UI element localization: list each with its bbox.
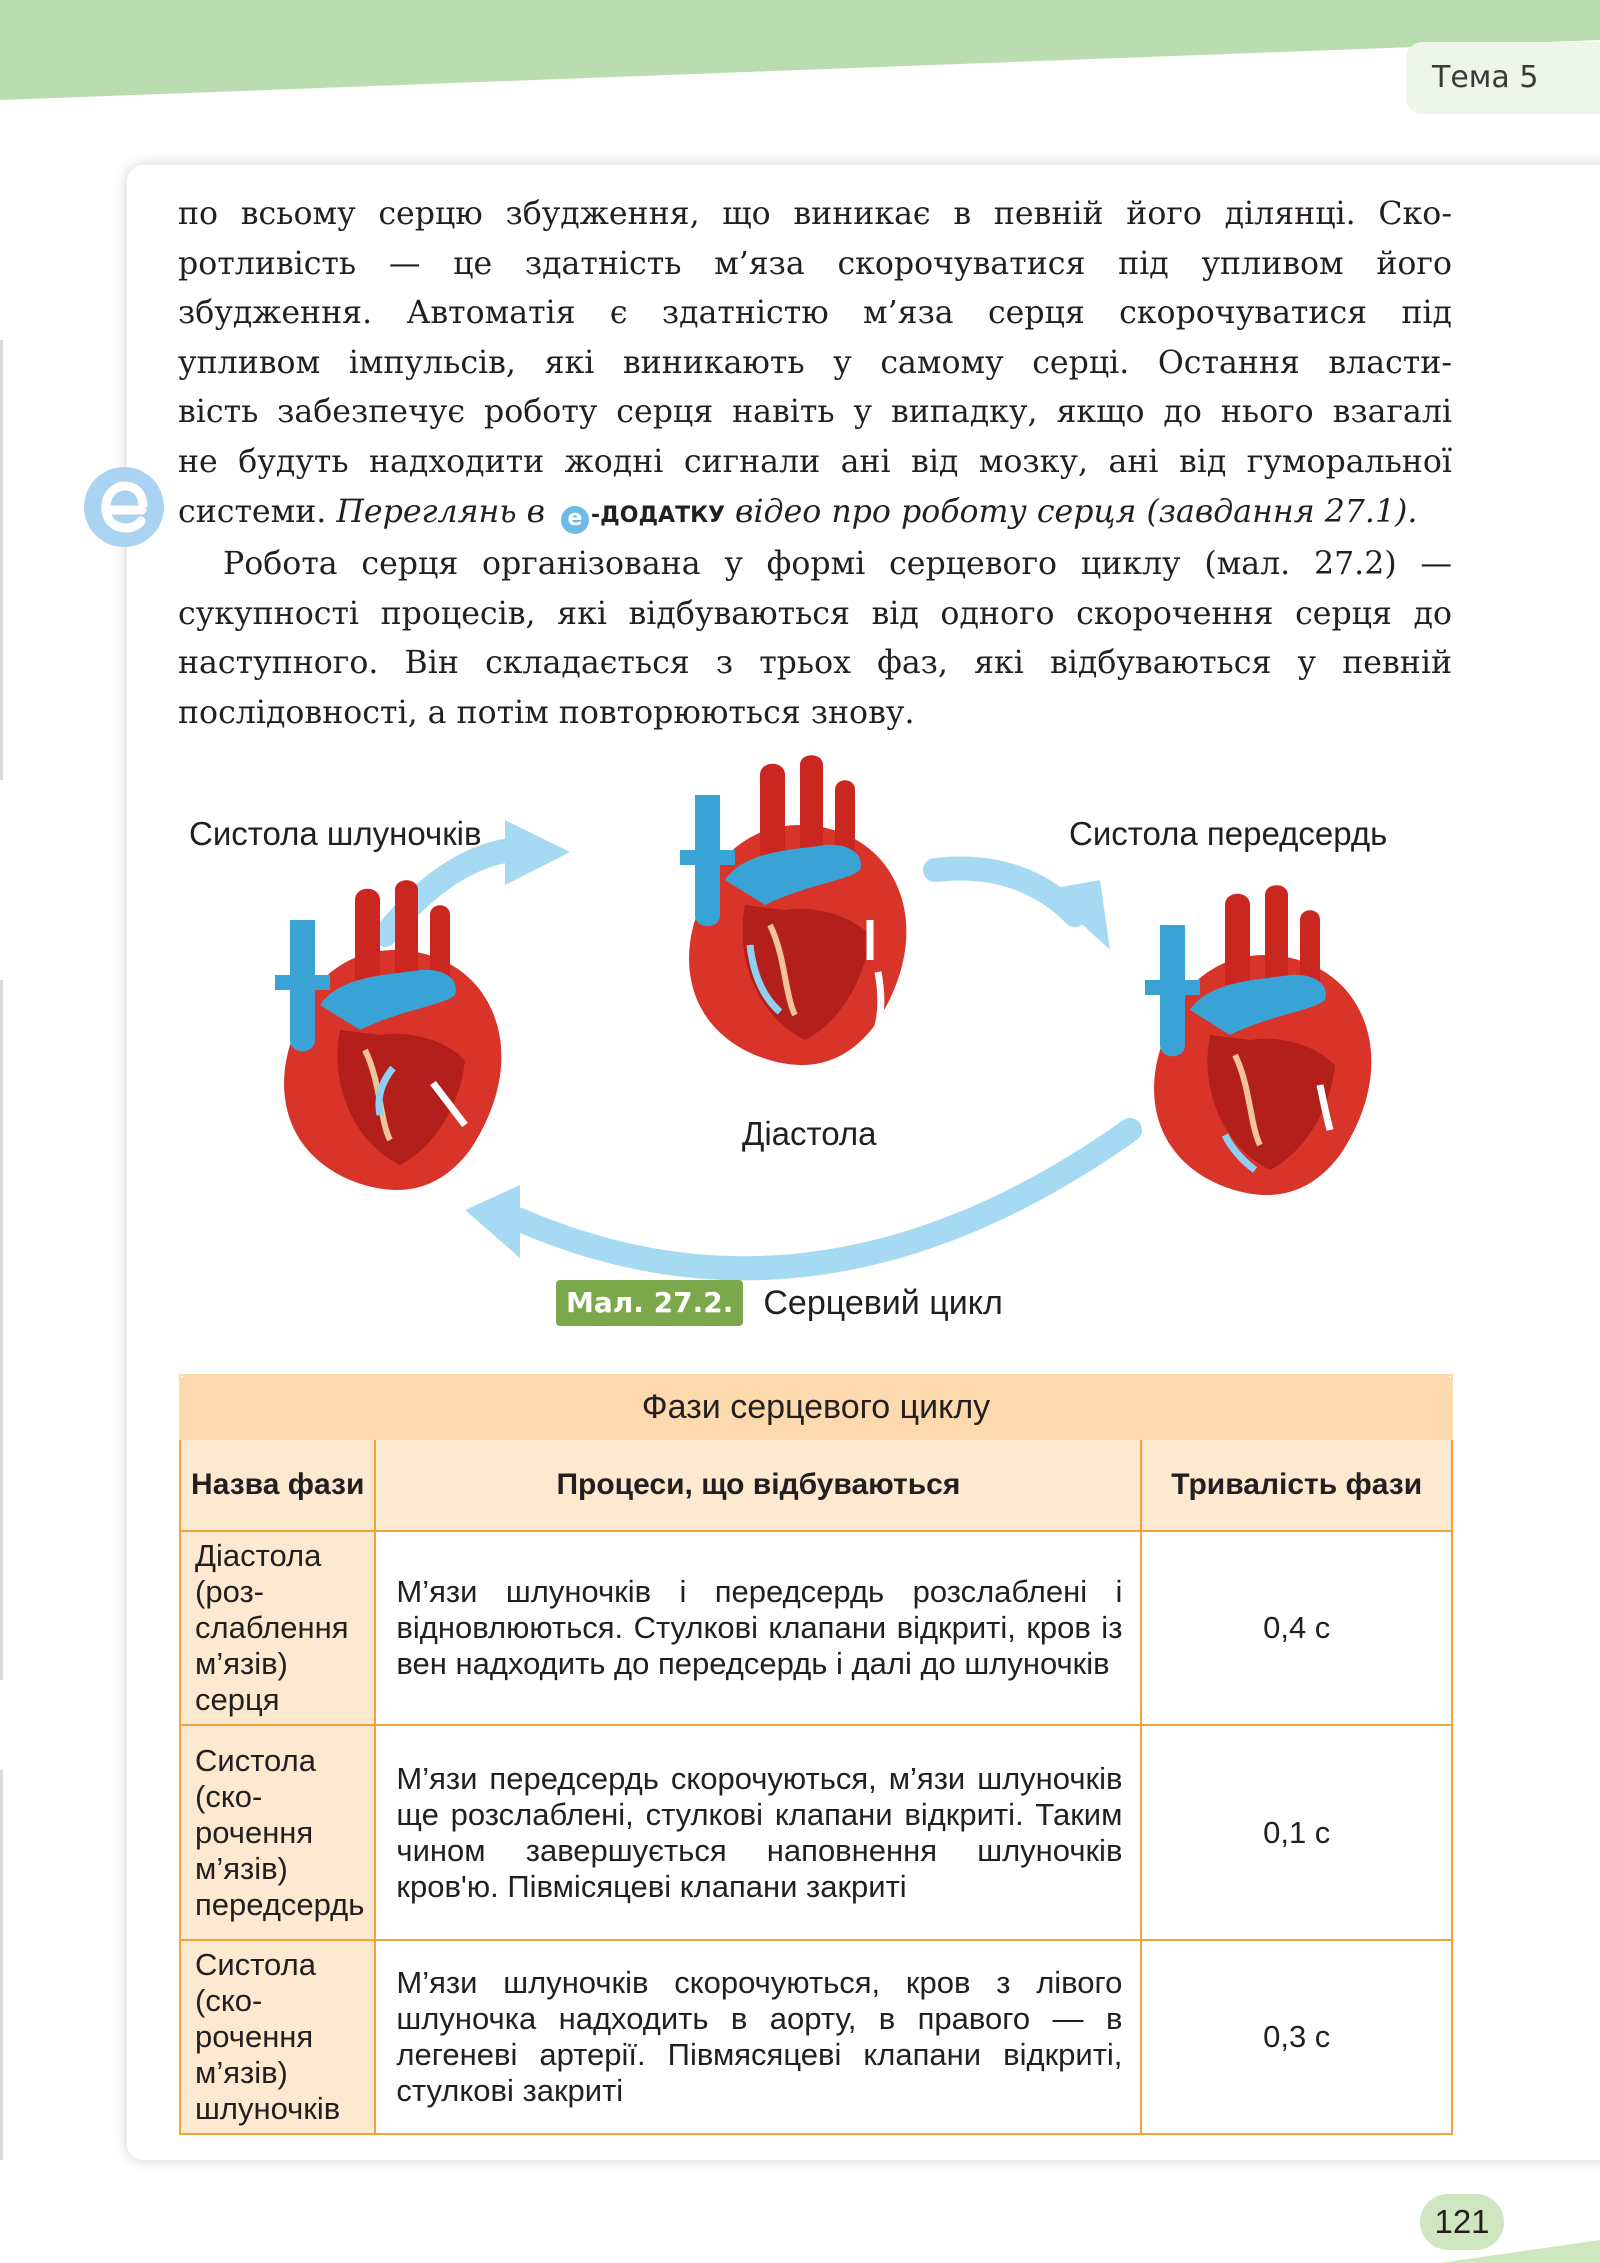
phase-name: Систола (скорочення м’язів) шлуночків bbox=[180, 1940, 375, 2134]
paragraph-heart-cycle: Робота серця організована у формі серцевого циклу (мал. 27.2) — сукупності процесів, які відбуваються від одного скорочення серця до наступного. Він складається з трьох фаз, які відбуваються у певній послідовності, а потім повторюються знову. bbox=[178, 546, 1452, 731]
e-supplement-link[interactable]: -ДОДАТКУ bbox=[591, 502, 726, 528]
text-line: упливом імпульсів, які виникають у самому серці. Остання власти- bbox=[178, 344, 1452, 381]
left-edge-line bbox=[0, 1770, 3, 2160]
heart-diastole-image bbox=[680, 755, 906, 1065]
figure-caption-text: Серцевий цикл bbox=[763, 1283, 1003, 1322]
text-italic: відео про роботу серця (завдання 27.1). bbox=[725, 493, 1418, 530]
phase-duration: 0,4 с bbox=[1141, 1531, 1452, 1725]
column-header: Назва фази bbox=[180, 1439, 375, 1531]
left-edge-line bbox=[0, 340, 3, 780]
phase-process: М’язи шлуночків скорочуються, кров з лівого шлуночка надходить в аорту, в правого — в легеневі артерії. Півмясяцеві клапани відкриті, стулкові закриті bbox=[375, 1940, 1141, 2134]
figure-caption bbox=[556, 1280, 1003, 1326]
column-header: Процеси, що відбуваються bbox=[375, 1439, 1141, 1531]
label-ventricular-systole: Систола шлуночків bbox=[189, 815, 482, 852]
label-diastole: Діастола bbox=[742, 1115, 877, 1152]
theme-label: Тема 5 bbox=[1406, 42, 1600, 114]
page-number: 121 bbox=[1420, 2194, 1504, 2250]
phase-name: Діастола (розслаблення м’язів) серця bbox=[180, 1531, 375, 1725]
table-row bbox=[180, 1725, 1452, 1940]
body-text bbox=[178, 190, 1452, 739]
phase-name: Систола (скорочення м’язів) передсердь bbox=[180, 1725, 375, 1940]
figure-number-badge: Мал. 27.2. bbox=[556, 1280, 743, 1326]
table-row bbox=[180, 1940, 1452, 2134]
top-decorative-band bbox=[0, 0, 1600, 100]
e-inline-icon[interactable]: e bbox=[561, 506, 589, 534]
left-edge-line bbox=[0, 980, 3, 1680]
table-row bbox=[180, 1531, 1452, 1725]
heart-cycle-table bbox=[179, 1374, 1453, 2135]
text-line-with-link bbox=[178, 488, 1452, 541]
phase-process: М’язи шлуночків і передсердь розслаблені і відновлюються. Стулкові клапани відкриті, кров із вен надходить до передсердь і далі до шлуночків bbox=[375, 1531, 1141, 1725]
text-line: вість забезпечує роботу серця навіть у випадку, якщо до нього взагалі bbox=[178, 394, 1452, 431]
phase-process: М’язи передсердь скорочуються, м’язи шлуночків ще розслаблені, стулкові клапани відкриті. Таким чином завершується наповнення шлуночків кров'ю. Півмісяцеві клапани закриті bbox=[375, 1725, 1141, 1940]
phase-duration: 0,3 с bbox=[1141, 1940, 1452, 2134]
column-header: Тривалість фази bbox=[1141, 1439, 1452, 1531]
text-line: по всьому серцю збудження, що виникає в певній його ділянці. Ско- bbox=[178, 196, 1452, 232]
heart-atrial-systole-image bbox=[1145, 885, 1371, 1195]
text-plain: системи. bbox=[178, 493, 337, 530]
label-atrial-systole: Систола передсердь bbox=[1069, 815, 1388, 852]
e-supplement-icon[interactable] bbox=[84, 467, 164, 547]
table-title: Фази серцевого циклу bbox=[180, 1375, 1452, 1439]
text-line: збудження. Автоматія є здатністю м’яза серця скорочуватися під bbox=[178, 295, 1452, 332]
phase-duration: 0,1 с bbox=[1141, 1725, 1452, 1940]
text-line: не будуть надходити жодні сигнали ані від мозку, ані від гуморальної bbox=[178, 443, 1452, 480]
text-line: ротливість — це здатність м’яза скорочуватися під упливом його bbox=[178, 245, 1452, 282]
text-italic: Переглянь в bbox=[336, 493, 556, 530]
heart-cycle-figure bbox=[180, 750, 1440, 1360]
